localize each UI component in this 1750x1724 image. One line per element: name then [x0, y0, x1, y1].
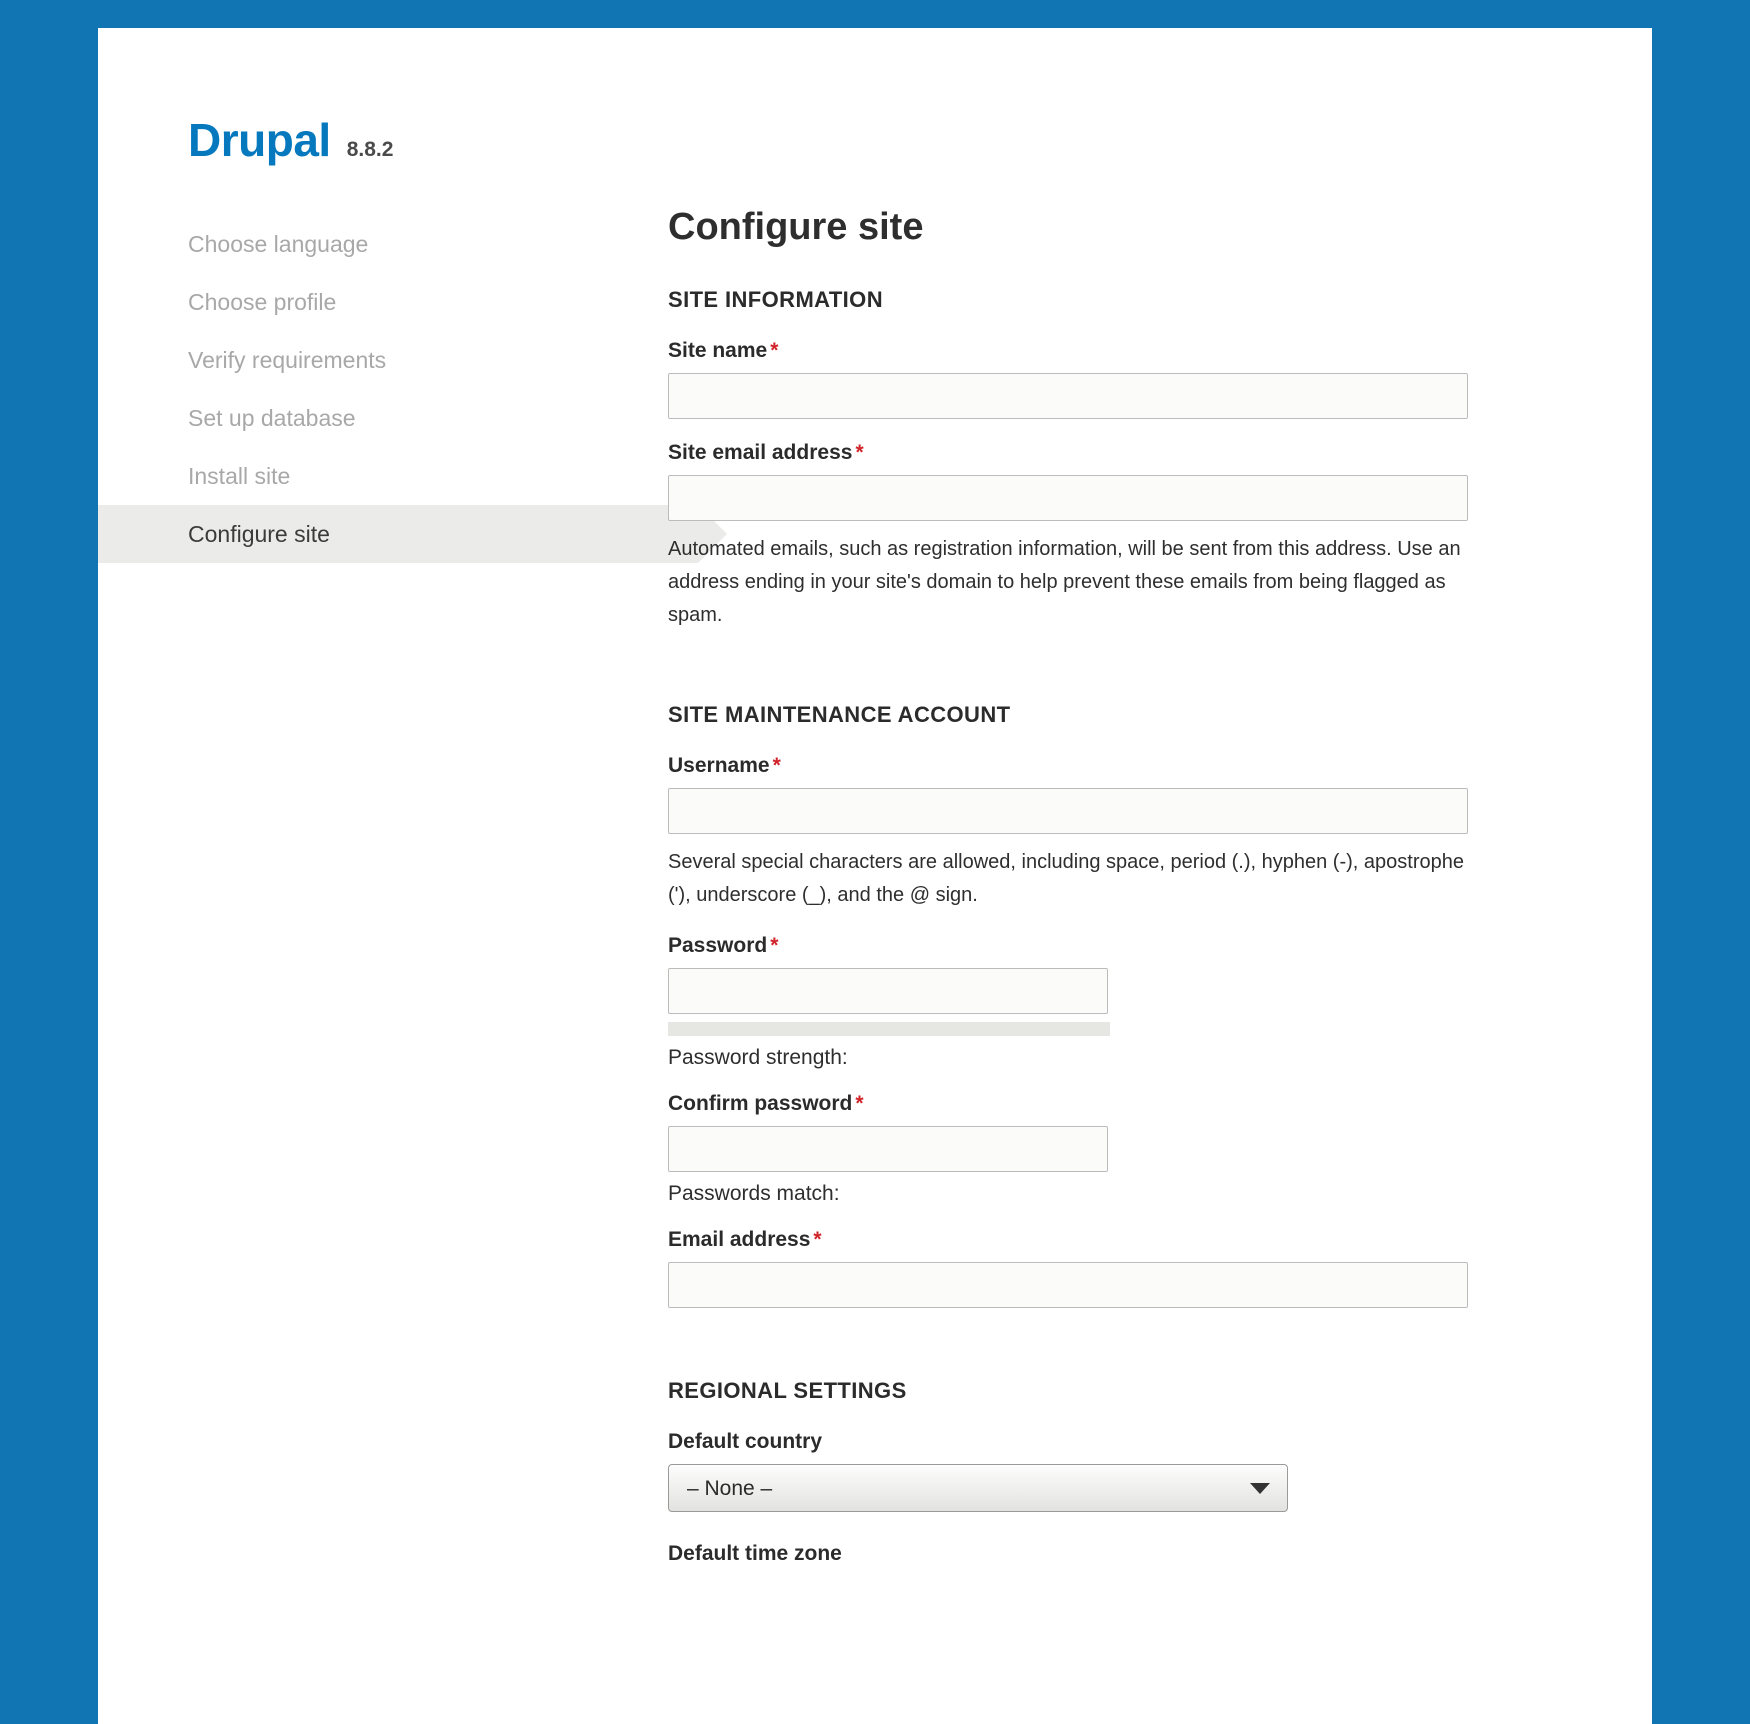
section-site-maintenance-account-heading: SITE MAINTENANCE ACCOUNT: [668, 702, 1011, 727]
default-country-label: Default country: [668, 1430, 823, 1453]
field-password: [668, 934, 1528, 1070]
sidebar: [98, 28, 698, 579]
password-label: [668, 934, 1528, 958]
password-strength-label: Password strength:: [668, 1046, 848, 1069]
label-text: Site email address: [668, 441, 853, 464]
field-email-address: [668, 1228, 1528, 1308]
sidebar-item-configure-site[interactable]: [98, 505, 698, 563]
confirm-password-input[interactable]: [668, 1126, 1108, 1172]
field-site-name: [668, 339, 1528, 419]
site-email-description: Automated emails, such as registration information, will be sent from this address. Use an address ending in your site's domain to help prevent these emails from being flagged as spam.: [668, 538, 1461, 626]
username-description: Several special characters are allowed, including space, period (.), hyphen (-), apostrophe ('), underscore (_), and the @ sign.: [668, 851, 1464, 906]
label-text: Confirm password: [668, 1092, 853, 1115]
password-strength-bar: [668, 1022, 1110, 1036]
sidebar-item-choose-language[interactable]: [98, 215, 698, 273]
sidebar-item-install-site[interactable]: [98, 447, 698, 505]
step-label: Configure site: [188, 521, 330, 547]
required-marker: *: [770, 934, 779, 957]
default-country-select-wrap: [668, 1464, 1288, 1512]
default-country-select[interactable]: [668, 1464, 1288, 1512]
email-address-input[interactable]: [668, 1262, 1468, 1308]
username-input[interactable]: [668, 788, 1468, 834]
site-name-input[interactable]: [668, 373, 1468, 419]
step-label: Verify requirements: [188, 347, 387, 373]
brand-name: Drupal: [188, 114, 331, 166]
section-site-information-heading: SITE INFORMATION: [668, 287, 883, 312]
site-email-label: [668, 441, 1528, 465]
required-marker: *: [813, 1228, 822, 1251]
label-text: Email address: [668, 1228, 811, 1251]
sidebar-item-verify-requirements[interactable]: [98, 331, 698, 389]
brand-version: 8.8.2: [346, 138, 394, 161]
required-marker: *: [855, 441, 864, 464]
field-site-email: [668, 441, 1528, 632]
field-default-country: [668, 1430, 1528, 1512]
site-name-label: [668, 339, 1528, 363]
site-email-input[interactable]: [668, 475, 1468, 521]
section-regional-settings-heading: REGIONAL SETTINGS: [668, 1378, 907, 1403]
field-confirm-password: [668, 1092, 1528, 1206]
section-spacer-2: [668, 1330, 1528, 1378]
brand: [98, 28, 698, 167]
step-label: Set up database: [188, 405, 356, 431]
field-username: [668, 754, 1528, 912]
label-text: Password: [668, 934, 768, 957]
confirm-password-label: [668, 1092, 1528, 1116]
label-text: Username: [668, 754, 770, 777]
username-label: [668, 754, 1528, 778]
step-label: Choose profile: [188, 289, 337, 315]
install-steps: [98, 215, 698, 563]
required-marker: *: [855, 1092, 864, 1115]
step-label: Install site: [188, 463, 291, 489]
label-text: Site name: [668, 339, 768, 362]
installer-page: [98, 28, 1652, 1724]
step-label: Choose language: [188, 231, 369, 257]
section-spacer: [668, 654, 1528, 702]
required-marker: *: [772, 754, 781, 777]
email-address-label: [668, 1228, 1528, 1252]
default-time-zone-label: Default time zone: [668, 1542, 842, 1565]
sidebar-item-set-up-database[interactable]: [98, 389, 698, 447]
required-marker: *: [770, 339, 779, 362]
main-content: [668, 28, 1528, 1566]
password-input[interactable]: [668, 968, 1108, 1014]
passwords-match-label: Passwords match:: [668, 1182, 840, 1205]
page-title: Configure site: [668, 206, 924, 248]
sidebar-item-choose-profile[interactable]: [98, 273, 698, 331]
